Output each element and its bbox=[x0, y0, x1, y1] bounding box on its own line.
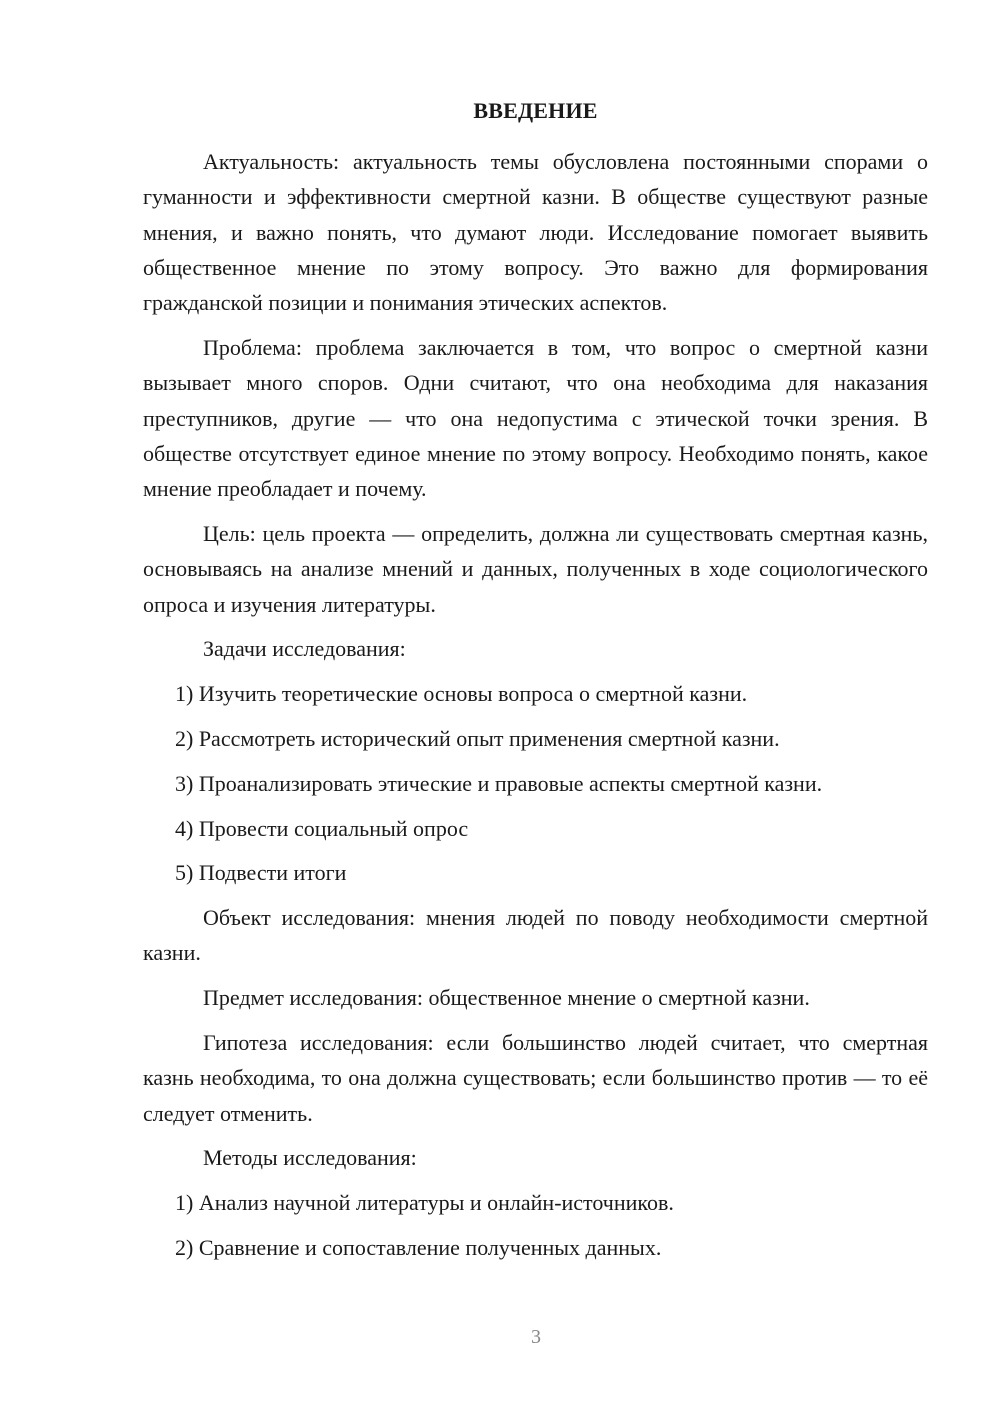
object-paragraph: Объект исследования: мнения людей по поводу необходимости смертной казни. bbox=[143, 905, 928, 966]
task-item: 3) Проанализировать этические и правовые аспекты смертной казни. bbox=[175, 770, 823, 796]
task-item: 5) Подвести итоги bbox=[175, 860, 347, 886]
method-item: 1) Анализ научной литературы и онлайн-источников. bbox=[175, 1190, 674, 1216]
problem-paragraph: Проблема: проблема заключается в том, что вопрос о смертной казни вызывает много споров. Одни считают, что она необходима для наказания преступников, другие — что она недопустима с этической точки зрения. В обществе отсутствует единое мнение по этому вопросу. Необходимо понять, какое мнение преобладает и почему. bbox=[143, 334, 928, 502]
document-page bbox=[143, 96, 928, 1275]
goal-paragraph: Цель: цель проекта — определить, должна ли существовать смертная казнь, основываясь на анализе мнений и данных, полученных в ходе социологического опроса и изучения литературы. bbox=[143, 520, 928, 617]
task-item: 1) Изучить теоретические основы вопроса о смертной казни. bbox=[175, 681, 748, 707]
task-item: 4) Провести социальный опрос bbox=[175, 815, 469, 841]
methods-heading: Методы исследования: bbox=[203, 1145, 417, 1171]
hypothesis-paragraph: Гипотеза исследования: если большинство людей считает, что смертная казнь необходима, то она должна существовать; если большинство против — то её следует отменить. bbox=[143, 1030, 928, 1126]
subject-paragraph: Предмет исследования: общественное мнение о смертной казни. bbox=[203, 985, 810, 1011]
section-title: ВВЕДЕНИЕ bbox=[473, 98, 598, 123]
method-item: 2) Сравнение и сопоставление полученных данных. bbox=[175, 1235, 662, 1261]
page-number: 3 bbox=[531, 1326, 541, 1348]
tasks-heading: Задачи исследования: bbox=[203, 636, 406, 662]
relevance-paragraph: Актуальность: актуальность темы обусловлена постоянными спорами о гуманности и эффективности смертной казни. В обществе существуют разные мнения, и важно понять, что думают люди. Исследование помогает выявить общественное мнение по этому вопросу. Это важно для формирования гражданской позиции и понимания этических аспектов. bbox=[143, 149, 928, 316]
task-item: 2) Рассмотреть исторический опыт применения смертной казни. bbox=[175, 725, 780, 751]
